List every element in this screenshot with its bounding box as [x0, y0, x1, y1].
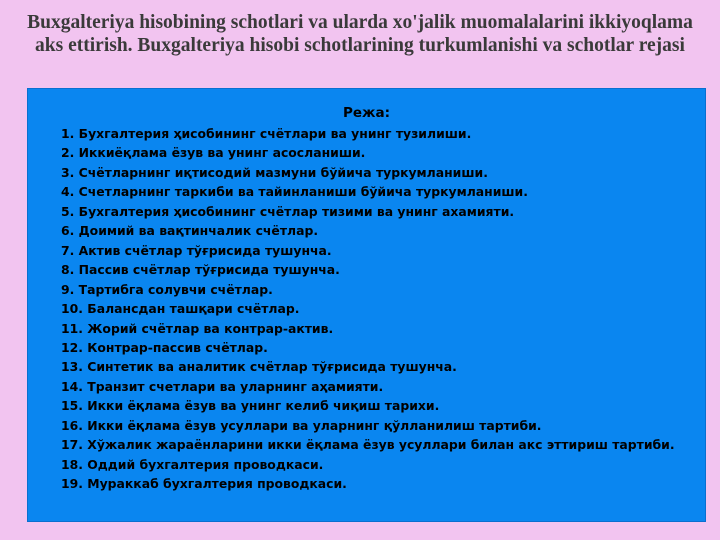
plan-item: 3. Счётларнинг иқтисодий мазмуни бўйича туркумланиши.	[61, 164, 488, 180]
plan-item: 10. Балансдан ташқари счётлар.	[61, 301, 300, 317]
plan-item: 4. Счетларнинг таркиби ва тайинланиши бўйича туркумланиши.	[61, 184, 528, 200]
plan-item: 16. Икки ёқлама ёзув усуллари ва уларнинг қўлланилиш тартиби.	[61, 417, 542, 433]
plan-heading: Режа:	[343, 105, 390, 121]
plan-item: 8. Пассив счётлар тўғрисида тушунча.	[61, 262, 340, 278]
plan-item: 7. Актив счётлар тўғрисида тушунча.	[61, 242, 332, 258]
plan-item: 1. Бухгалтерия ҳисобининг счётлари ва унинг тузилиши.	[61, 126, 472, 141]
plan-list	[61, 124, 675, 494]
plan-item: 11. Жорий счётлар ва контрар-актив.	[61, 320, 334, 336]
plan-item: 19. Мураккаб бухгалтерия проводкаси.	[61, 476, 347, 492]
plan-item: 17. Хўжалик жараёнларини икки ёқлама ёзув усуллари билан акс эттириш тартиби.	[61, 437, 675, 453]
slide-title: Buxgalteriya hisobining schotlari va ularda xo'jalik muomalalarini ikkiyoqlama aks ettirish. Buxgalteriya hisobi schotlarining turkumlanishi va schotlar rejasi	[27, 12, 693, 56]
plan-item: 6. Доимий ва вақтинчалик счётлар.	[61, 223, 319, 239]
plan-item: 14. Транзит счетлари ва уларнинг аҳамияти.	[61, 378, 384, 394]
plan-item: 9. Тартибга солувчи счётлар.	[61, 281, 273, 297]
plan-box	[27, 88, 706, 522]
plan-item: 2. Иккиёқлама ёзув ва унинг асосланиши.	[61, 145, 366, 161]
plan-item: 5. Бухгалтерия ҳисобининг счётлар тизими ва унинг ахамияти.	[61, 203, 515, 219]
plan-item: 18. Оддий бухгалтерия проводкаси.	[61, 456, 324, 472]
plan-item: 13. Синтетик ва аналитик счётлар тўғрисида тушунча.	[61, 359, 457, 375]
plan-item: 15. Икки ёқлама ёзув ва унинг келиб чиқиш тарихи.	[61, 398, 440, 414]
plan-item: 12. Контрар-пассив счётлар.	[61, 339, 268, 355]
